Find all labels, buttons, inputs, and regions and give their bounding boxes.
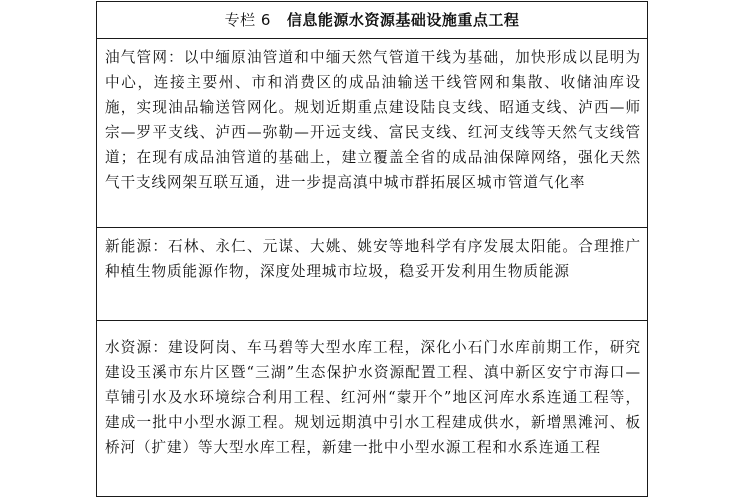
column-number: 专栏 6 [224,11,271,29]
water-resources-text: 水资源：建设阿岗、车马碧等大型水库工程，深化小石门水库前期工作，研究建设玉溪市东片区暨“三湖”生态保护水资源配置工程、滇中新区安宁市海口—草铺引水及水环境综合利用工程、红河州“蒙开个”地区河库水系连通工程等，建成一批中小型水源工程。规划远期滇中引水工程建成供水，新增黑滩河、板桥河（扩建）等大型水库工程，新建一批中小型水源工程和水系连通工程 [105,339,641,456]
water-resources-section [97,335,647,495]
column-title: 信息能源水资源基础设施重点工程 [286,11,520,29]
oil-gas-pipeline-text: 油气管网：以中缅原油管道和中缅天然气管道干线为基础，加快形成以昆明为中心，连接主要州、市和消费区的成品油输送干线管网和集散、收储油库设施，实现油品输送管网化。规划近期重点建设陆良支线、昭通支线、泸西—师宗—罗平支线、泸西—弥勒—开远支线、富民支线、红河支线等天然气支线管道；在现有成品油管道的基础上，建立覆盖全省的成品油保障网络，强化天然气干支线网架互联互通，进一步提高滇中城市群拓展区城市管道气化率 [105,49,641,191]
new-energy-section [97,234,647,321]
new-energy-text: 新能源：石林、永仁、元谋、大姚、姚安等地科学有序发展太阳能。合理推广种植生物质能源作物，深度处理城市垃圾，稳妥开发利用生物质能源 [105,238,641,280]
infrastructure-table [96,1,648,497]
oil-gas-pipeline-section [97,45,647,228]
table-title [97,2,647,39]
